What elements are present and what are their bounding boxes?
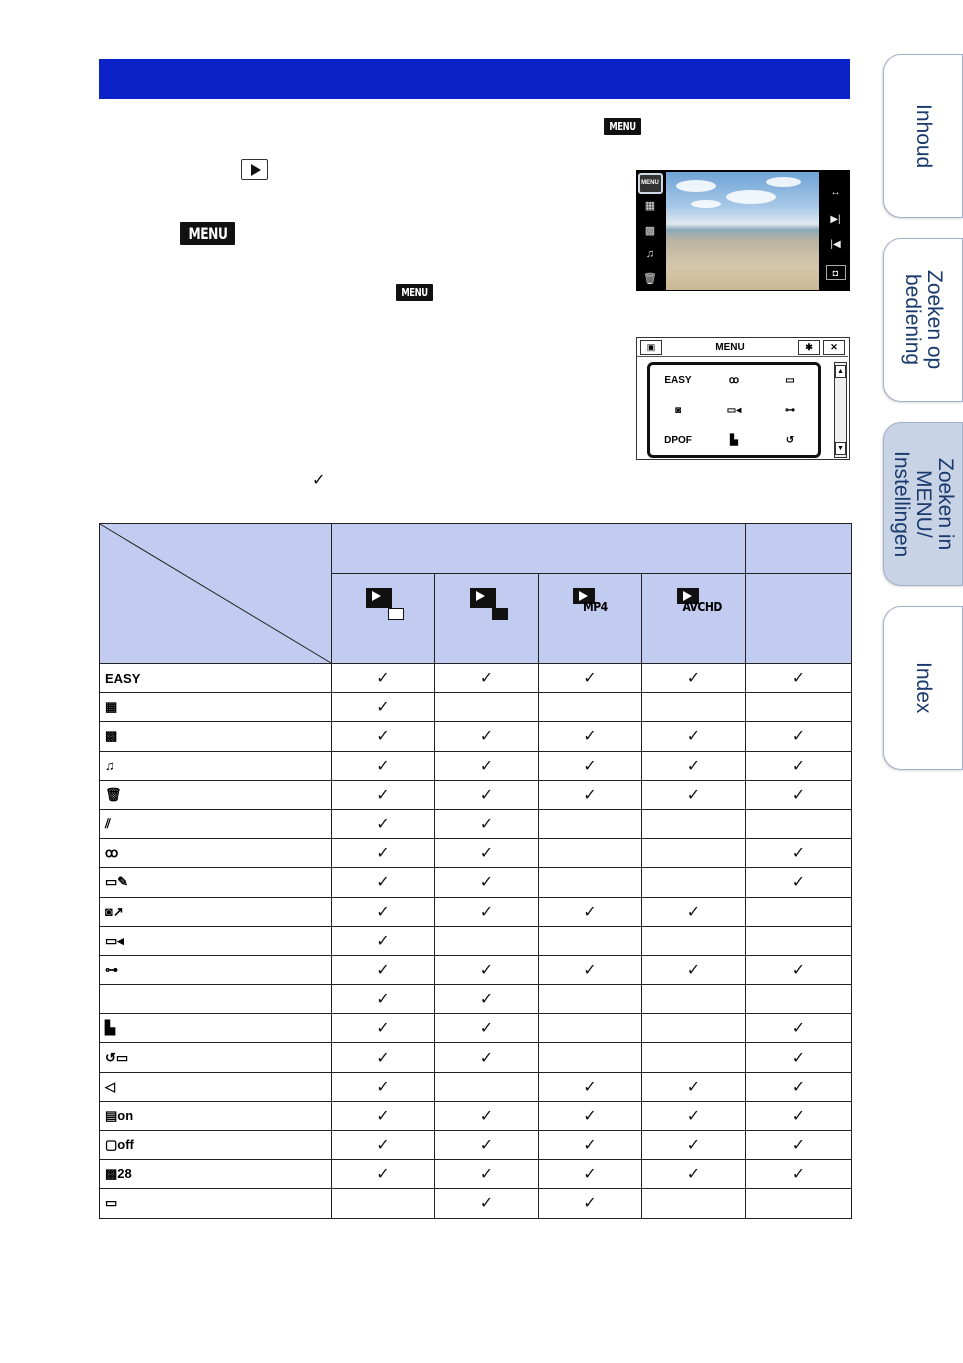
table-cell [746, 1189, 852, 1218]
table-row [100, 1189, 852, 1218]
calendar-view-icon [366, 588, 400, 618]
check-icon: ✓ [791, 786, 806, 804]
edit-icon: ▭✎ [100, 868, 332, 897]
check-icon: ✓ [791, 1020, 806, 1038]
check-icon: ✓ [791, 728, 806, 746]
protect-icon[interactable]: ⊶ [785, 404, 795, 416]
table-cell [435, 664, 539, 693]
table-cell [539, 926, 642, 955]
table-cell [642, 693, 746, 722]
table-cell [642, 1160, 746, 1189]
import-icon[interactable]: ▭◂ [726, 404, 742, 416]
mp4-view-icon: MP4 [573, 588, 607, 618]
table-cell [332, 1189, 435, 1218]
table-cell [539, 1189, 642, 1218]
paint-stripes-icon: ⫽ [100, 809, 332, 838]
table-cell [746, 1101, 852, 1130]
check-icon: ✓ [376, 845, 390, 863]
table-cell [642, 722, 746, 751]
section-banner [99, 59, 850, 99]
rotate-icon: ↺▭ [100, 1043, 332, 1072]
table-cell [435, 1160, 539, 1189]
check-icon: ✓ [583, 1166, 597, 1184]
calendar-icon: ▦ [100, 693, 332, 722]
table-cell [642, 897, 746, 926]
check-icon: ✓ [376, 1137, 390, 1155]
slideshow-icon[interactable]: ♫ [645, 248, 655, 261]
print-icon[interactable]: ▙ [730, 434, 738, 446]
check-icon: ✓ [583, 1195, 597, 1213]
col-calendar-view [332, 574, 435, 664]
check-icon: ✓ [479, 991, 494, 1009]
playback-button-icon [241, 159, 268, 180]
table-header-extra [746, 524, 852, 574]
avchd-view-icon: AVCHD [677, 588, 711, 618]
check-icon: ✓ [376, 1107, 390, 1125]
table-row [100, 955, 852, 984]
table-cell [435, 1014, 539, 1043]
paint-icon[interactable]: ▭ [785, 374, 795, 386]
table-row [100, 1101, 852, 1130]
table-cell [539, 809, 642, 838]
table-cell [435, 722, 539, 751]
table-cell [539, 1131, 642, 1160]
table-cell [539, 985, 642, 1014]
table-cell [332, 1101, 435, 1130]
table-cell [642, 1014, 746, 1043]
check-icon: ✓ [686, 1078, 701, 1096]
check-icon: ✓ [376, 1049, 390, 1067]
table-cell [435, 693, 539, 722]
table-cell [539, 839, 642, 868]
close-icon[interactable]: ✕ [823, 340, 845, 355]
check-icon: ✓ [479, 786, 494, 804]
folder-icon: ▭ [100, 1189, 332, 1218]
table-row [100, 1160, 852, 1189]
check-icon: ✓ [583, 670, 597, 688]
camera-icon[interactable]: ◘ [826, 265, 846, 280]
table-row [100, 1043, 852, 1072]
check-icon: ✓ [479, 845, 494, 863]
menu-item-grid [647, 362, 821, 458]
table-cell [539, 868, 642, 897]
check-icon: ✓ [376, 874, 390, 892]
check-icon: ✓ [376, 932, 390, 950]
table-row [100, 780, 852, 809]
table-cell [642, 985, 746, 1014]
table-row [100, 1072, 852, 1101]
table-header-group [332, 524, 746, 574]
video-shooting-icon[interactable]: ◙ [674, 404, 682, 416]
table-cell [332, 780, 435, 809]
check-icon: ✓ [376, 991, 390, 1009]
check-icon: ✓ [686, 1137, 701, 1155]
calendar-icon[interactable]: ▦ [644, 200, 656, 213]
tab-zoeken-in-menu[interactable]: Zoeken in MENU/ Instellingen [883, 422, 963, 586]
table-cell [642, 839, 746, 868]
check-icon: ✓ [479, 757, 494, 775]
table-cell [539, 693, 642, 722]
check-icon: ✓ [376, 961, 390, 979]
table-body [100, 664, 852, 1219]
check-icon: ✓ [376, 670, 390, 688]
table-row [100, 722, 852, 751]
menu-item-dpof[interactable]: DPOF [664, 434, 692, 446]
table-cell [332, 809, 435, 838]
row-label-empty [100, 985, 332, 1014]
table-cell [746, 722, 852, 751]
check-icon: ✓ [479, 728, 494, 746]
table-cell [642, 1043, 746, 1072]
check-icon: ✓ [376, 699, 390, 717]
table-cell [642, 664, 746, 693]
menu-button-icon-small: MENU [396, 284, 433, 301]
print-icon: ▙ [100, 1014, 332, 1043]
table-row [100, 839, 852, 868]
table-cell [642, 780, 746, 809]
check-icon: ✓ [686, 757, 701, 775]
table-row [100, 1131, 852, 1160]
video-share-icon: ◙↗ [100, 897, 332, 926]
table-cell [332, 897, 435, 926]
check-icon: ✓ [583, 961, 597, 979]
table-cell [642, 955, 746, 984]
table-cell [332, 1072, 435, 1101]
table-cell [332, 722, 435, 751]
table-cell [746, 926, 852, 955]
table-cell [539, 722, 642, 751]
check-icon: ✓ [479, 1195, 494, 1213]
check-icon: ✓ [583, 1107, 597, 1125]
table-cell [746, 985, 852, 1014]
menu-screen-title: MENU [715, 341, 745, 353]
grid-28-icon: ▩28 [100, 1160, 332, 1189]
import-icon: ▭◂ [100, 926, 332, 955]
tab-inhoud[interactable]: Inhoud [883, 54, 963, 218]
table-cell [746, 1072, 852, 1101]
menu-screen-topbar [637, 338, 848, 357]
table-cell [435, 897, 539, 926]
table-cell [332, 839, 435, 868]
table-cell [539, 1072, 642, 1101]
table-cell [539, 751, 642, 780]
resize-icon[interactable]: ↔ [830, 187, 841, 198]
table-cell [332, 926, 435, 955]
check-icon: ✓ [791, 1166, 806, 1184]
table-cell [642, 751, 746, 780]
table-cell [332, 868, 435, 897]
table-cell [642, 926, 746, 955]
check-icon: ✓ [686, 1107, 701, 1125]
retouch-icon[interactable]: ꝏ [728, 374, 740, 386]
check-icon: ✓ [791, 1107, 806, 1125]
protect-icon: ⊶ [100, 955, 332, 984]
table-cell [746, 751, 852, 780]
scroll-up-icon[interactable]: ▲ [835, 365, 846, 378]
check-icon: ✓ [479, 961, 494, 979]
table-cell [435, 839, 539, 868]
table-row [100, 897, 852, 926]
table-cell [332, 955, 435, 984]
check-icon: ✓ [479, 816, 494, 834]
table-row [100, 926, 852, 955]
col-extra [746, 574, 852, 664]
table-row [100, 1014, 852, 1043]
grid-icon[interactable]: ▩ [644, 224, 656, 237]
table-cell [539, 1101, 642, 1130]
playback-left-bar [636, 170, 664, 291]
checkmark-legend-icon: ✓ [312, 472, 326, 489]
check-icon: ✓ [376, 728, 390, 746]
menu-scrollbar[interactable] [834, 362, 847, 458]
volume-icon: ◁ [100, 1072, 332, 1101]
table-cell [435, 780, 539, 809]
menu-item-easy[interactable]: EASY [664, 374, 692, 386]
table-cell [539, 955, 642, 984]
check-icon: ✓ [479, 903, 494, 921]
table-cell [435, 1043, 539, 1072]
table-cell [435, 751, 539, 780]
table-cell [642, 1072, 746, 1101]
check-icon: ✓ [376, 757, 390, 775]
table-cell [332, 985, 435, 1014]
check-icon: ✓ [583, 728, 597, 746]
table-cell [746, 839, 852, 868]
check-icon: ✓ [583, 757, 597, 775]
table-row [100, 751, 852, 780]
check-icon: ✓ [376, 1166, 390, 1184]
table-cell [332, 1043, 435, 1072]
table-cell [332, 693, 435, 722]
table-cell [539, 1043, 642, 1072]
beach-photo [666, 172, 819, 290]
check-icon: ✓ [376, 786, 390, 804]
trash-icon: 🗑 [100, 780, 332, 809]
table-cell [746, 693, 852, 722]
table-cell [746, 664, 852, 693]
table-cell [435, 955, 539, 984]
table-cell [642, 1189, 746, 1218]
next-icon[interactable]: ▶| [830, 214, 841, 225]
check-icon: ✓ [686, 961, 701, 979]
check-icon: ✓ [686, 903, 701, 921]
check-icon: ✓ [791, 961, 806, 979]
table-cell [746, 1160, 852, 1189]
display-on-icon: ▤on [100, 1101, 332, 1130]
table-row [100, 664, 852, 693]
table-cell [435, 926, 539, 955]
col-mp4 [539, 574, 642, 664]
display-off-icon: ▢off [100, 1131, 332, 1160]
table-row [100, 809, 852, 838]
table-cell [642, 809, 746, 838]
table-cell [746, 897, 852, 926]
menu-button-icon-large: MENU [180, 222, 235, 245]
check-icon: ✓ [376, 816, 390, 834]
table-cell [746, 780, 852, 809]
check-icon: ✓ [686, 786, 701, 804]
check-icon: ✓ [686, 670, 701, 688]
check-icon: ✓ [686, 728, 701, 746]
rotate-icon[interactable]: ↺ [785, 434, 795, 446]
table-row [100, 693, 852, 722]
check-icon: ✓ [376, 1020, 390, 1038]
table-cell [435, 868, 539, 897]
check-icon: ✓ [686, 1166, 701, 1184]
check-icon: ✓ [583, 1078, 597, 1096]
check-icon: ✓ [376, 903, 390, 921]
prev-icon[interactable]: |◀ [830, 239, 841, 250]
table-cell [539, 1014, 642, 1043]
col-avchd [642, 574, 746, 664]
table-cell [435, 809, 539, 838]
check-icon: ✓ [791, 757, 806, 775]
table-cell [746, 809, 852, 838]
playback-right-bar [821, 170, 850, 291]
settings-icon[interactable]: ✱ [798, 340, 820, 355]
table-cell [642, 1131, 746, 1160]
table-cell [435, 985, 539, 1014]
table-cell [746, 868, 852, 897]
table-cell [539, 664, 642, 693]
retouch-icon: ꝏ [100, 839, 332, 868]
table-row [100, 868, 852, 897]
table-cell [746, 1043, 852, 1072]
table-cell [435, 1072, 539, 1101]
check-icon: ✓ [791, 845, 806, 863]
menu-button-icon: MENU [604, 118, 641, 135]
table-cell [539, 897, 642, 926]
table-cell [332, 1131, 435, 1160]
check-icon: ✓ [376, 1078, 390, 1096]
menu-screen [636, 337, 850, 460]
table-cell [642, 1101, 746, 1130]
table-cell [746, 1131, 852, 1160]
screen-menu-button[interactable]: MENU [638, 173, 663, 194]
table-corner [100, 524, 332, 664]
check-icon: ✓ [479, 1107, 494, 1125]
slideshow-icon: ♫ [100, 751, 332, 780]
table-cell [332, 664, 435, 693]
table-cell [539, 780, 642, 809]
check-icon: ✓ [791, 1049, 806, 1067]
table-cell [539, 1160, 642, 1189]
trash-icon[interactable]: 🗑 [643, 273, 657, 286]
check-icon: ✓ [583, 903, 597, 921]
check-icon: ✓ [791, 1137, 806, 1155]
check-icon: ✓ [583, 1137, 597, 1155]
toolbox-icon[interactable]: ▣ [640, 340, 662, 355]
check-icon: ✓ [583, 786, 597, 804]
menu-availability-table [99, 523, 852, 1219]
col-still-view [435, 574, 539, 664]
playback-screen [636, 170, 850, 291]
check-icon: ✓ [479, 1137, 494, 1155]
grid-icon: ▩ [100, 722, 332, 751]
table-cell [642, 868, 746, 897]
table-cell [332, 1160, 435, 1189]
table-cell [332, 751, 435, 780]
tab-zoeken-op-bediening[interactable]: Zoeken op bediening [883, 238, 963, 402]
table-row [100, 985, 852, 1014]
check-icon: ✓ [479, 1020, 494, 1038]
scroll-down-icon[interactable]: ▼ [835, 442, 846, 455]
check-icon: ✓ [791, 1078, 806, 1096]
table-cell [746, 1014, 852, 1043]
table-cell [435, 1101, 539, 1130]
table-cell [332, 1014, 435, 1043]
check-icon: ✓ [479, 874, 494, 892]
table-cell [746, 955, 852, 984]
table-cell [435, 1189, 539, 1218]
check-icon: ✓ [479, 1049, 494, 1067]
table-cell [435, 1131, 539, 1160]
check-icon: ✓ [791, 874, 806, 892]
tab-index[interactable]: Index [883, 606, 963, 770]
still-view-icon [470, 588, 504, 618]
check-icon: ✓ [791, 670, 806, 688]
check-icon: ✓ [479, 670, 494, 688]
check-icon: ✓ [479, 1166, 494, 1184]
row-label: EASY [100, 664, 332, 693]
